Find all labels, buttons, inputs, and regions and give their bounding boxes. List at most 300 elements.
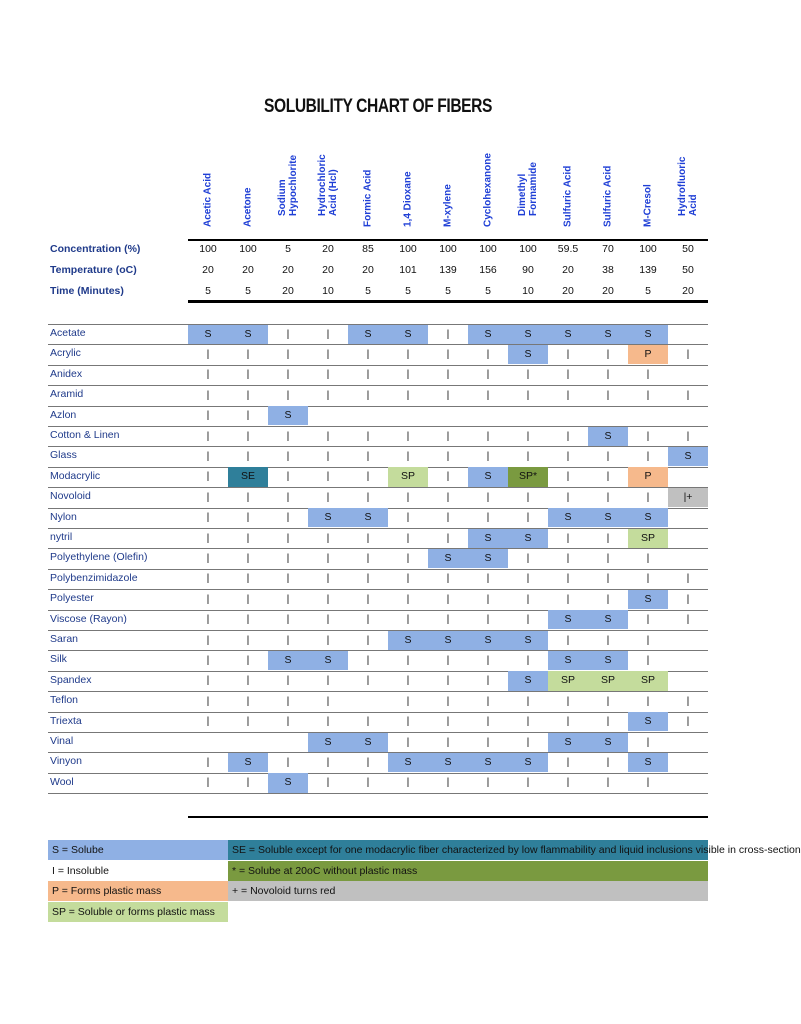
solubility-cell: | (326, 633, 330, 646)
solubility-cell: | (486, 368, 490, 381)
solubility-cell: | (366, 592, 370, 605)
column-header-label (403, 171, 414, 227)
column-header-line: Cyclohexanone (482, 153, 494, 227)
solubility-cell: | (606, 715, 610, 728)
solubility-cell: | (446, 613, 450, 626)
solubility-cell: | (206, 429, 210, 442)
solubility-cell: | (606, 776, 610, 789)
column-header-label (277, 155, 299, 216)
fiber-name: Acetate (50, 327, 86, 339)
legend-item: S = Solube (48, 840, 228, 860)
param-value: 5 (485, 285, 491, 297)
solubility-cell: | (446, 653, 450, 666)
solubility-cell: | (566, 633, 570, 646)
solubility-cell: | (326, 674, 330, 687)
solubility-cell: | (646, 572, 650, 585)
solubility-cell: | (446, 776, 450, 789)
column-header-line: Sodium (277, 179, 288, 216)
solubility-cell: | (366, 572, 370, 585)
solubility-cell: | (526, 572, 530, 585)
solubility-cell: | (446, 694, 450, 707)
solubility-cell: | (406, 694, 410, 707)
solubility-cell: S (468, 325, 508, 344)
solubility-cell: | (606, 531, 610, 544)
solubility-cell: | (486, 490, 490, 503)
solubility-cell: | (486, 715, 490, 728)
param-value: 100 (439, 243, 457, 255)
solubility-cell: | (326, 531, 330, 544)
column-header (308, 152, 348, 238)
solubility-cell: | (206, 755, 210, 768)
solubility-cell: | (326, 551, 330, 564)
legend-item: + = Novoloid turns red (228, 881, 708, 901)
solubility-cell: SP (628, 529, 668, 548)
solubility-cell: S (588, 325, 628, 344)
solubility-cell: | (366, 490, 370, 503)
column-header-line: Hydrochloric (317, 154, 328, 216)
solubility-cell: | (246, 429, 250, 442)
solubility-cell: | (206, 449, 210, 462)
fiber-name: Triexta (50, 714, 82, 727)
solubility-cell: | (406, 388, 410, 401)
solubility-cell: | (246, 347, 250, 360)
solubility-cell: | (566, 368, 570, 381)
solubility-cell: | (366, 347, 370, 360)
header-rule (188, 239, 708, 241)
solubility-cell: | (206, 490, 210, 503)
solubility-cell: | (526, 694, 530, 707)
solubility-cell: | (286, 347, 290, 360)
param-value: 20 (322, 243, 334, 255)
column-header-line: Formamide (528, 162, 539, 216)
solubility-cell: S (428, 631, 468, 650)
column-header-line: 1,4 Dioxane (402, 171, 414, 227)
solubility-cell: S (188, 325, 228, 344)
solubility-cell: | (686, 347, 690, 360)
solubility-cell (668, 671, 708, 690)
solubility-cell: | (206, 653, 210, 666)
solubility-cell: | (246, 592, 250, 605)
solubility-cell: S (508, 631, 548, 650)
row-divider (48, 793, 708, 794)
solubility-cell: | (606, 572, 610, 585)
param-value: 20 (682, 285, 694, 297)
solubility-cell: | (606, 694, 610, 707)
solubility-cell: | (646, 776, 650, 789)
solubility-cell: | (206, 776, 210, 789)
solubility-cell: | (686, 592, 690, 605)
solubility-cell: | (486, 388, 490, 401)
solubility-cell: | (326, 572, 330, 585)
page-title: SOLUBILITY CHART OF FIBERS (264, 96, 492, 117)
solubility-cell: | (286, 470, 290, 483)
solubility-cell: | (366, 449, 370, 462)
solubility-cell: | (246, 388, 250, 401)
solubility-cell: | (406, 572, 410, 585)
solubility-cell: S (308, 733, 348, 752)
solubility-cell: | (446, 470, 450, 483)
solubility-cell: | (606, 388, 610, 401)
solubility-cell: | (366, 368, 370, 381)
param-value: 10 (322, 285, 334, 297)
solubility-cell: SP (548, 671, 588, 690)
solubility-cell: S (548, 610, 588, 629)
solubility-cell: | (446, 674, 450, 687)
column-header-label (203, 173, 214, 227)
param-value: 5 (245, 285, 251, 297)
solubility-cell: | (646, 490, 650, 503)
solubility-cell: | (606, 449, 610, 462)
solubility-cell: S (508, 671, 548, 690)
solubility-cell: | (406, 531, 410, 544)
solubility-cell: | (406, 368, 410, 381)
column-header-label (243, 188, 254, 227)
solubility-cell: | (526, 511, 530, 524)
solubility-cell: | (206, 368, 210, 381)
solubility-cell: | (246, 572, 250, 585)
solubility-cell: | (206, 694, 210, 707)
solubility-cell: | (486, 572, 490, 585)
solubility-cell: | (526, 653, 530, 666)
solubility-cell (228, 733, 268, 752)
legend-item: SP = Soluble or forms plastic mass (48, 902, 228, 922)
solubility-cell: | (686, 388, 690, 401)
column-header (588, 152, 628, 238)
solubility-cell: | (366, 531, 370, 544)
solubility-cell: S (468, 467, 508, 486)
solubility-cell: | (486, 613, 490, 626)
solubility-cell: S (308, 651, 348, 670)
solubility-cell: | (286, 490, 290, 503)
solubility-cell: | (566, 551, 570, 564)
solubility-cell: S (348, 733, 388, 752)
solubility-cell: S (468, 549, 508, 568)
fiber-name: nytril (50, 531, 73, 543)
solubility-cell: | (286, 674, 290, 687)
solubility-cell: | (206, 572, 210, 585)
solubility-cell: | (326, 470, 330, 483)
column-header-line: Hydrofluoric (677, 156, 688, 216)
param-value: 90 (522, 264, 534, 276)
solubility-cell: | (246, 633, 250, 646)
solubility-cell: | (566, 470, 570, 483)
column-header-label (517, 162, 539, 216)
solubility-cell: | (486, 449, 490, 462)
solubility-cell (548, 406, 588, 425)
fiber-name: Polyethylene (Olefin) (50, 551, 148, 564)
solubility-cell: | (286, 327, 290, 340)
solubility-cell: | (366, 653, 370, 666)
column-header (468, 152, 508, 238)
param-value: 70 (602, 243, 614, 255)
solubility-cell: | (206, 388, 210, 401)
solubility-cell: | (526, 429, 530, 442)
solubility-cell: | (566, 490, 570, 503)
solubility-cell (468, 406, 508, 425)
solubility-cell: | (606, 490, 610, 503)
solubility-cell: | (326, 429, 330, 442)
solubility-cell: | (606, 368, 610, 381)
solubility-cell (428, 406, 468, 425)
column-header-line: M-xylene (442, 184, 454, 227)
param-value: 100 (239, 243, 257, 255)
solubility-cell: | (606, 755, 610, 768)
solubility-cell: | (206, 470, 210, 483)
param-value: 139 (439, 264, 457, 276)
solubility-cell: S (668, 447, 708, 466)
column-header-line: Acid (688, 194, 699, 216)
column-header (348, 152, 388, 238)
solubility-cell (668, 753, 708, 772)
solubility-cell: S (628, 508, 668, 527)
column-header-label (483, 153, 494, 227)
solubility-cell: | (366, 674, 370, 687)
param-value: 20 (562, 285, 574, 297)
fiber-name: Wool (50, 775, 74, 788)
fiber-name: Teflon (50, 694, 79, 707)
fiber-name: Vinyon (50, 755, 82, 768)
solubility-cell: | (566, 388, 570, 401)
solubility-cell: | (246, 368, 250, 381)
solubility-cell: | (606, 551, 610, 564)
solubility-cell: | (646, 449, 650, 462)
param-value: 5 (285, 243, 291, 255)
solubility-cell: | (566, 531, 570, 544)
solubility-cell: | (246, 409, 250, 422)
param-value: 20 (282, 285, 294, 297)
solubility-cell: S (628, 753, 668, 772)
solubility-cell: | (406, 449, 410, 462)
solubility-cell (668, 325, 708, 344)
solubility-cell: S (268, 651, 308, 670)
param-value: 59.5 (557, 243, 579, 255)
solubility-cell: S (508, 753, 548, 772)
solubility-cell: | (366, 470, 370, 483)
solubility-cell: | (206, 715, 210, 728)
solubility-cell: | (486, 653, 490, 666)
solubility-cell (588, 406, 628, 425)
column-header (548, 152, 588, 238)
solubility-cell: | (606, 470, 610, 483)
column-header-label (317, 154, 339, 216)
solubility-cell: | (446, 449, 450, 462)
column-header-label (643, 184, 654, 227)
solubility-cell: | (406, 735, 410, 748)
solubility-cell: S (548, 325, 588, 344)
solubility-cell: S (228, 325, 268, 344)
solubility-cell: | (206, 633, 210, 646)
solubility-cell: | (366, 633, 370, 646)
column-header-line: Acetic Acid (202, 172, 214, 227)
param-value: 20 (242, 264, 254, 276)
solubility-cell: | (566, 776, 570, 789)
solubility-cell: S (588, 508, 628, 527)
solubility-cell: | (366, 776, 370, 789)
solubility-cell: | (326, 776, 330, 789)
solubility-cell: | (286, 694, 290, 707)
fiber-name: Anidex (50, 367, 83, 380)
solubility-cell (668, 549, 708, 568)
solubility-cell: | (246, 694, 250, 707)
solubility-cell: | (326, 715, 330, 728)
solubility-cell: | (366, 551, 370, 564)
param-value: 20 (322, 264, 334, 276)
solubility-cell: | (446, 327, 450, 340)
param-label: Concentration (%) (50, 243, 141, 255)
solubility-cell (668, 773, 708, 792)
legend-item: SE = Soluble except for one modacrylic fiber characterized by low flammability and liquid inclusions visible in cross-section (228, 840, 708, 860)
solubility-cell: | (446, 715, 450, 728)
solubility-cell: | (246, 551, 250, 564)
solubility-cell: | (486, 592, 490, 605)
solubility-cell: | (406, 613, 410, 626)
solubility-cell: | (526, 776, 530, 789)
solubility-cell: |+ (668, 488, 708, 507)
solubility-cell: | (486, 511, 490, 524)
param-value: 100 (479, 243, 497, 255)
solubility-cell: S (268, 406, 308, 425)
solubility-cell: S (508, 345, 548, 364)
solubility-cell (668, 733, 708, 752)
solubility-cell: | (566, 429, 570, 442)
solubility-cell: SE (228, 467, 268, 486)
solubility-cell: P (628, 467, 668, 486)
solubility-cell: | (566, 347, 570, 360)
param-value: 10 (522, 285, 534, 297)
solubility-cell: | (406, 715, 410, 728)
solubility-cell: | (566, 572, 570, 585)
solubility-cell: | (206, 511, 210, 524)
params-rule (188, 300, 708, 303)
param-value: 101 (399, 264, 417, 276)
solubility-cell: S (388, 631, 428, 650)
solubility-cell: | (366, 388, 370, 401)
fiber-name: Spandex (50, 673, 92, 686)
solubility-cell: | (286, 592, 290, 605)
fiber-name: Cotton & Linen (50, 429, 120, 441)
table-bottom-rule (188, 816, 708, 818)
solubility-cell: S (428, 549, 468, 568)
solubility-cell: S (428, 753, 468, 772)
solubility-cell: | (326, 327, 330, 340)
solubility-cell (668, 508, 708, 527)
fiber-name: Glass (50, 449, 77, 462)
fiber-name: Polybenzimidazole (50, 571, 138, 584)
column-header-label (363, 170, 374, 227)
param-label: Temperature (oC) (50, 264, 137, 276)
column-header (508, 152, 548, 238)
column-header-line: Acetone (242, 187, 254, 227)
solubility-cell: S (628, 325, 668, 344)
solubility-cell: | (606, 347, 610, 360)
column-header-line: Dimethyl (517, 173, 528, 216)
solubility-cell: | (646, 368, 650, 381)
solubility-cell: | (286, 388, 290, 401)
solubility-cell: | (446, 592, 450, 605)
solubility-cell: | (646, 388, 650, 401)
solubility-cell: | (526, 613, 530, 626)
solubility-cell: | (246, 674, 250, 687)
solubility-cell (668, 365, 708, 384)
solubility-cell: | (446, 388, 450, 401)
solubility-cell (668, 467, 708, 486)
fiber-name: Azlon (50, 408, 77, 421)
solubility-cell (388, 406, 428, 425)
column-header (668, 152, 708, 238)
solubility-cell: | (446, 735, 450, 748)
solubility-cell: | (646, 735, 650, 748)
solubility-cell: | (286, 429, 290, 442)
solubility-cell: | (526, 715, 530, 728)
solubility-cell: | (286, 368, 290, 381)
param-value: 100 (399, 243, 417, 255)
solubility-cell: | (526, 490, 530, 503)
solubility-cell: | (486, 429, 490, 442)
solubility-cell: S (468, 529, 508, 548)
solubility-cell: | (606, 592, 610, 605)
solubility-cell: | (686, 429, 690, 442)
solubility-cell: S (588, 651, 628, 670)
solubility-cell: | (206, 613, 210, 626)
solubility-cell: S (348, 325, 388, 344)
solubility-cell: | (526, 368, 530, 381)
param-value: 5 (365, 285, 371, 297)
solubility-cell: | (206, 347, 210, 360)
solubility-cell: | (526, 449, 530, 462)
solubility-cell: S (268, 773, 308, 792)
solubility-cell: | (526, 551, 530, 564)
solubility-cell: | (246, 715, 250, 728)
solubility-cell: | (206, 409, 210, 422)
solubility-cell: S (588, 427, 628, 446)
column-header (268, 152, 308, 238)
solubility-cell: | (686, 613, 690, 626)
solubility-cell: | (686, 572, 690, 585)
solubility-cell: | (286, 613, 290, 626)
solubility-cell: S (588, 733, 628, 752)
param-value: 5 (645, 285, 651, 297)
solubility-cell: SP* (508, 467, 548, 486)
fiber-name: Vinal (50, 735, 74, 747)
solubility-cell: | (406, 551, 410, 564)
param-value: 20 (282, 264, 294, 276)
solubility-cell: | (326, 347, 330, 360)
param-value: 5 (405, 285, 411, 297)
solubility-cell: | (566, 694, 570, 707)
solubility-cell: | (326, 592, 330, 605)
solubility-cell: S (348, 508, 388, 527)
solubility-cell: | (326, 368, 330, 381)
param-value: 50 (682, 243, 694, 255)
legend-item: I = Insoluble (52, 864, 109, 877)
solubility-cell: | (646, 653, 650, 666)
solubility-cell: S (468, 631, 508, 650)
param-value: 50 (682, 264, 694, 276)
legend-item: P = Forms plastic mass (48, 881, 228, 901)
solubility-cell: S (588, 610, 628, 629)
param-value: 156 (479, 264, 497, 276)
solubility-cell: | (286, 551, 290, 564)
param-value: 20 (602, 285, 614, 297)
column-header (188, 152, 228, 238)
column-header-label (563, 166, 574, 227)
solubility-cell: | (566, 715, 570, 728)
solubility-cell: S (548, 508, 588, 527)
solubility-cell: | (326, 694, 330, 707)
solubility-cell (348, 406, 388, 425)
solubility-cell: | (406, 511, 410, 524)
solubility-cell: | (406, 347, 410, 360)
